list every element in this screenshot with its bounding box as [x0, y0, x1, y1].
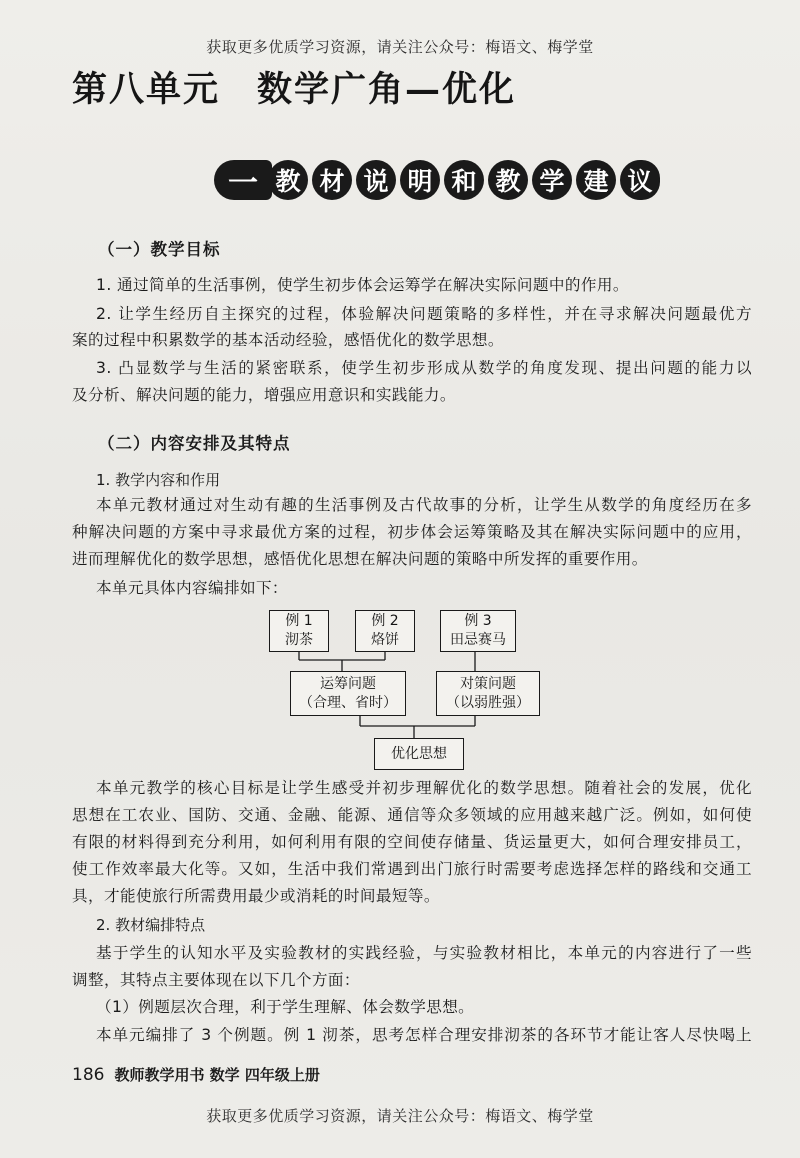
banner-char: 和	[444, 160, 484, 200]
subheading-content-role: 1. 教学内容和作用	[96, 471, 221, 489]
feature-point: （1）例题层次合理，利于学生理解、体会数学思想。	[96, 998, 475, 1016]
banner-char: 明	[400, 160, 440, 200]
diagram-box-operations	[290, 671, 406, 716]
optimization-label: 优化思想	[391, 745, 447, 762]
banner-number: 一	[214, 160, 272, 200]
body-line: 种解决问题的方案中寻求最优方案的过程，初步体会运筹策略及其在解决实际问题中的应用，	[72, 523, 752, 541]
diagram-box-optimization	[374, 738, 464, 770]
body-line: 有限的材料得到充分利用，如何利用有限的空间使存储量、货运量更大，如何合理安排员工，	[72, 833, 752, 851]
banner-char: 说	[356, 160, 396, 200]
page-number: 186	[72, 1065, 105, 1085]
operations-note: （合理、省时）	[299, 694, 397, 711]
unit-title: 第八单元 数学广角—优化	[72, 69, 517, 110]
example3-name: 田忌赛马	[450, 632, 506, 648]
banner-char: 材	[312, 160, 352, 200]
content-structure-diagram	[264, 604, 564, 774]
banner-char: 教	[268, 160, 308, 200]
goal-line: 2. 让学生经历自主探究的过程，体验解决问题策略的多样性，并在寻求解决问题最优方	[96, 305, 752, 323]
example2-name: 烙饼	[371, 632, 399, 648]
diagram-box-example1	[269, 610, 329, 652]
goal-line: 1. 通过简单的生活事例，使学生初步体会运筹学在解决实际问题中的作用。	[96, 276, 629, 294]
strategy-title: 对策问题	[460, 675, 516, 692]
body-line: 进而理解优化的数学思想，感悟优化思想在解决问题的策略中所发挥的重要作用。	[72, 550, 648, 568]
body-line: 基于学生的认知水平及实验教材的实践经验，与实验教材相比，本单元的内容进行了一些	[96, 944, 752, 962]
body-line: 本单元具体内容编排如下：	[96, 579, 288, 597]
goal-line: 案的过程中积累数学的基本活动经验，感悟优化的数学思想。	[72, 331, 504, 349]
diagram-box-example2	[355, 610, 415, 652]
section-heading-goals: （一）教学目标	[98, 240, 221, 259]
page-footer	[72, 1064, 320, 1085]
section-heading-content: （二）内容安排及其特点	[98, 434, 291, 453]
body-line: 本单元教学的核心目标是让学生感受并初步理解优化的数学思想。随着社会的发展，优化	[96, 779, 752, 797]
example2-label: 例 2	[371, 613, 399, 629]
example1-label: 例 1	[285, 613, 313, 629]
watermark-top: 获取更多优质学习资源，请关注公众号：梅语文、梅学堂	[206, 38, 594, 56]
body-line: 思想在工农业、国防、交通、金融、能源、通信等众多领域的应用越来越广泛。例如，如何使	[72, 806, 752, 824]
banner-char: 学	[532, 160, 572, 200]
body-line: 具，才能使旅行所需费用最少或消耗的时间最短等。	[72, 887, 440, 905]
example1-name: 沏茶	[285, 632, 313, 648]
goal-line: 3. 凸显数学与生活的紧密联系，使学生初步形成从数学的角度发现、提出问题的能力以	[96, 359, 752, 377]
watermark-bottom: 获取更多优质学习资源，请关注公众号：梅语文、梅学堂	[206, 1107, 594, 1125]
banner-char: 教	[488, 160, 528, 200]
goal-line: 及分析、解决问题的能力，增强应用意识和实践能力。	[72, 386, 456, 404]
operations-title: 运筹问题	[320, 675, 376, 692]
body-line: 调整，其特点主要体现在以下几个方面：	[72, 971, 360, 989]
diagram-box-example3	[440, 610, 516, 652]
banner-title	[268, 160, 660, 200]
strategy-note: （以弱胜强）	[446, 694, 530, 711]
subheading-features: 2. 教材编排特点	[96, 916, 206, 934]
book-title: 教师教学用书 数学 四年级上册	[114, 1066, 320, 1084]
banner-char: 议	[620, 160, 660, 200]
section-banner	[214, 158, 660, 202]
body-line: 本单元编排了 3 个例题。例 1 沏茶，思考怎样合理安排沏茶的各环节才能让客人尽快喝上	[96, 1026, 752, 1044]
body-line: 本单元教材通过对生动有趣的生活事例及古代故事的分析，让学生从数学的角度经历在多	[96, 496, 752, 514]
body-line: 使工作效率最大化等。又如，生活中我们常遇到出门旅行时需要考虑选择怎样的路线和交通工	[72, 860, 752, 878]
example3-label: 例 3	[464, 613, 492, 629]
banner-char: 建	[576, 160, 616, 200]
diagram-box-strategy	[436, 671, 540, 716]
